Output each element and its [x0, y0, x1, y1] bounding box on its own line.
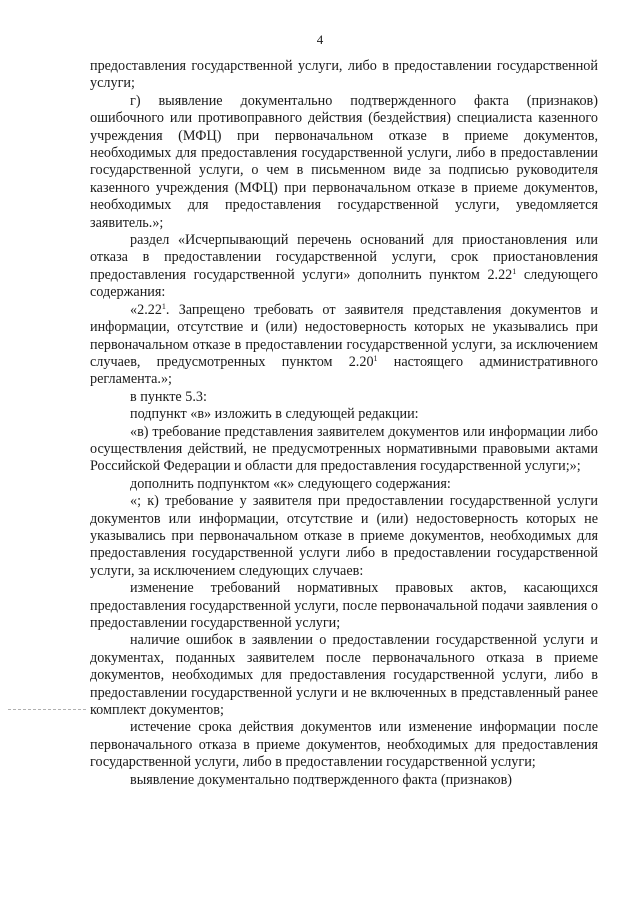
page-number: 4 — [316, 32, 324, 47]
document-body — [90, 58, 598, 789]
text-run: «2.22 — [130, 301, 162, 318]
paragraph-case-2: наличие ошибок в заявлении о предоставлении государственной услуги и документах, поданных заявителем после первоначального отказа в приеме документов, необходимых для предоставления государственной услуги, либо в предоставлении государственной услуги и не включенных в представленный ранее комплект документов; — [90, 632, 598, 719]
superscript: 1 — [373, 353, 378, 363]
paragraph-subpoint-v: «в) требование представления заявителем документов или информации либо осуществления действий, не предусмотренных нормативными правовыми актами Российской Федерации и области для предоставления государственной услуги;»; — [90, 423, 598, 475]
text-run: следующего содержания: — [90, 266, 598, 301]
paragraph-clause-2-22 — [90, 302, 598, 389]
paragraph-point-5-3: в пункте 5.3: — [130, 388, 207, 405]
scan-artifact-line — [8, 709, 86, 710]
paragraph-case-3: истечение срока действия документов или изменение информации после первоначального отказа в приеме документов, необходимых для предоставления государственной услуги, либо в предоставлении государственной услуги; — [90, 719, 598, 771]
text-run: . Запрещено требовать от заявителя представления документов и информации, отсутствие и (или) недостоверность которых не указывались при первоначальном отказе в предоставлении государственной услуги, за исключением случаев, предусмотренных пунктом 2.20 — [90, 301, 598, 370]
superscript: 1 — [161, 301, 166, 311]
paragraph-continuation: предоставления государственной услуги, либо в предоставлении государственной услуги; — [90, 58, 598, 92]
text-run: раздел «Исчерпывающий перечень оснований для приостановления или отказа в предоставлении государственной услуги, срок приостановления предоставления государственной услуги» дополнить пунктом 2.22 — [90, 232, 598, 283]
superscript: 1 — [512, 266, 517, 276]
paragraph-subpoint-k-intro: дополнить подпунктом «к» следующего содержания: — [130, 475, 451, 492]
paragraph-item-g: г) выявление документально подтвержденного факта (признаков) ошибочного или противоправного действия (бездействия) специалиста казенного учреждения (МФЦ) при первоначальном отказе в приеме документов, необходимых для предоставления государственной услуги, либо в предоставлении государственной услуги, о чем в письменном виде за подписью руководителя казенного учреждения (МФЦ) при первоначальном отказе в приеме документов, необходимых для предоставления государственной услуги, уведомляется заявитель.»; — [90, 92, 598, 231]
paragraph-case-4: выявление документально подтвержденного факта (признаков) — [130, 771, 513, 788]
paragraph-section-amend — [90, 232, 598, 302]
text-run: настоящего административного регламента.»; — [90, 353, 598, 388]
paragraph-case-1: изменение требований нормативных правовых актов, касающихся предоставления государственной услуги, после первоначальной подачи заявления о предоставлении государственной услуги; — [90, 580, 598, 631]
paragraph-subpoint-v-intro: подпункт «в» изложить в следующей редакции: — [130, 406, 419, 423]
paragraph-subpoint-k: «; к) требование у заявителя при предоставлении государственной услуги документов или информации, отсутствие и (или) недостоверность которых не указывались при первоначальном отказе в приеме документов, необходимых для предоставления государственной услуги либо в предоставлении государственной услуги, за исключением следующих случаев: — [90, 493, 598, 579]
